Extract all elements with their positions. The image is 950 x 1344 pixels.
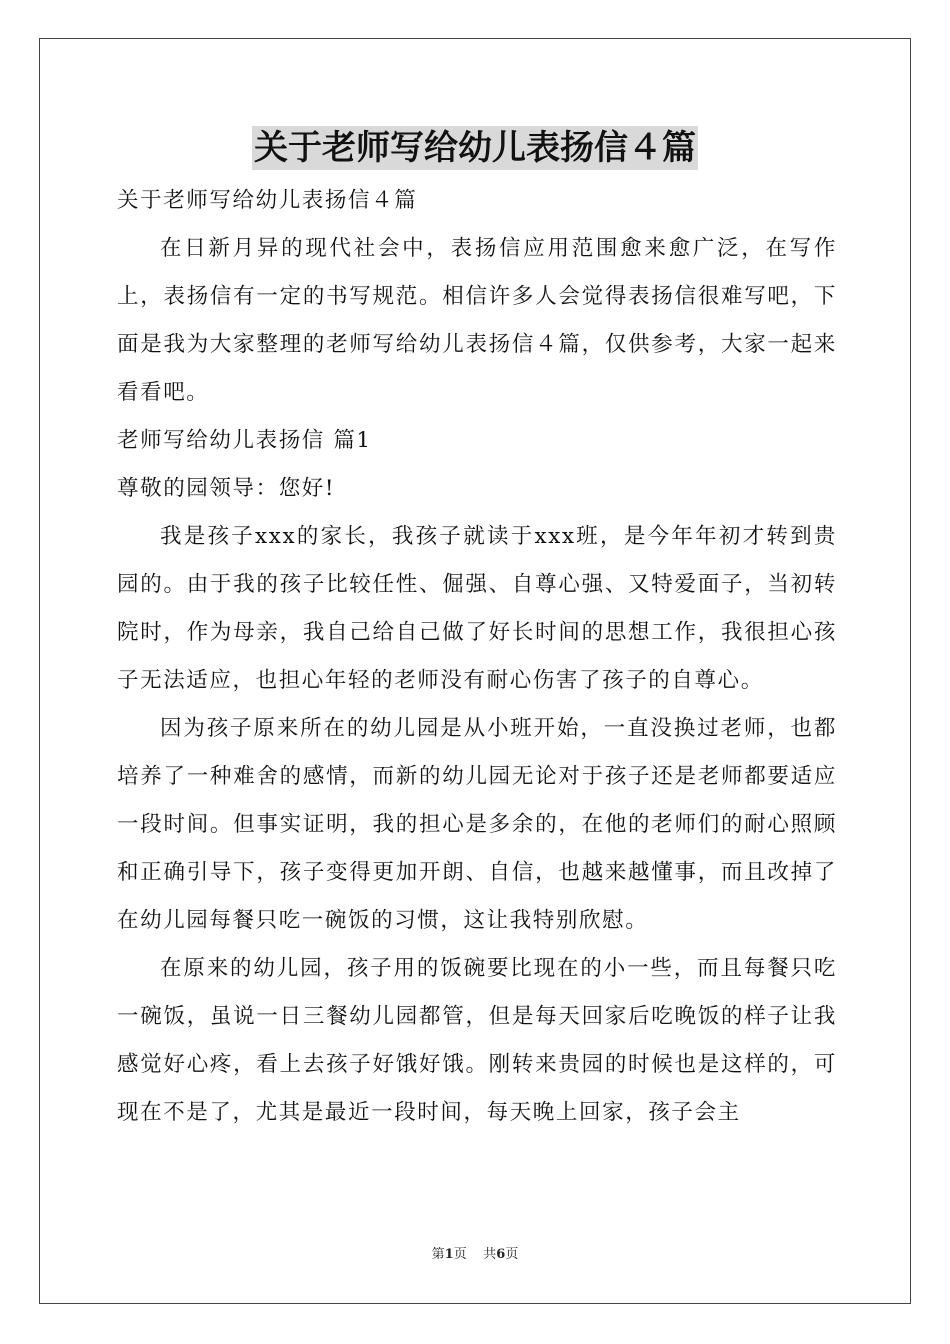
page-footer [0, 1246, 950, 1264]
page-suffix: 页 [453, 1247, 467, 1262]
salutation: 尊敬的园领导：您好! [117, 476, 336, 501]
page-prefix: 第 [431, 1247, 445, 1262]
total-suffix: 页 [505, 1247, 519, 1262]
paragraph-subtitle: 关于老师写给幼儿表扬信４篇 [117, 188, 418, 213]
paragraph-body-1: 我是孩子xxx的家长，我孩子就读于xxx班，是今年年初才转到贵园的。由于我的孩子比较任性、倔强、自尊心强、又特爱面子，当初转院时，作为母亲，我自己给自己做了好长时间的思想工作，我很担心孩子无法适应，也担心年轻的老师没有耐心伤害了孩子的自尊心。 [117, 524, 837, 693]
document-title: 关于老师写给幼儿表扬信４篇 [254, 128, 696, 168]
total-pages: 6 [496, 1247, 506, 1262]
document-body [117, 177, 837, 1137]
section-heading: 老师写给幼儿表扬信 篇1 [117, 428, 372, 453]
title-wrap [0, 126, 950, 170]
total-prefix: 共 [483, 1247, 497, 1262]
paragraph-intro: 在日新月异的现代社会中，表扬信应用范围愈来愈广泛，在写作上，表扬信有一定的书写规范。相信许多人会觉得表扬信很难写吧，下面是我为大家整理的老师写给幼儿表扬信４篇，仅供参考，大家一起来看看吧。 [117, 236, 837, 405]
paragraph-body-3: 在原来的幼儿园，孩子用的饭碗要比现在的小一些，而且每餐只吃一碗饭，虽说一日三餐幼儿园都管，但是每天回家后吃晚饭的样子让我感觉好心疼，看上去孩子好饿好饿。刚转来贵园的时候也是这样的，可现在不是了，尤其是最近一段时间，每天晚上回家，孩子会主 [117, 956, 837, 1125]
page-number: 1 [444, 1247, 454, 1262]
paragraph-body-2: 因为孩子原来所在的幼儿园是从小班开始，一直没换过老师，也都培养了一种难舍的感情，而新的幼儿园无论对于孩子还是老师都要适应一段时间。但事实证明，我的担心是多余的，在他的老师们的耐心照顾和正确引导下，孩子变得更加开朗、自信，也越来越懂事，而且改掉了在幼儿园每餐只吃一碗饭的习惯，这让我特别欣慰。 [117, 716, 837, 933]
